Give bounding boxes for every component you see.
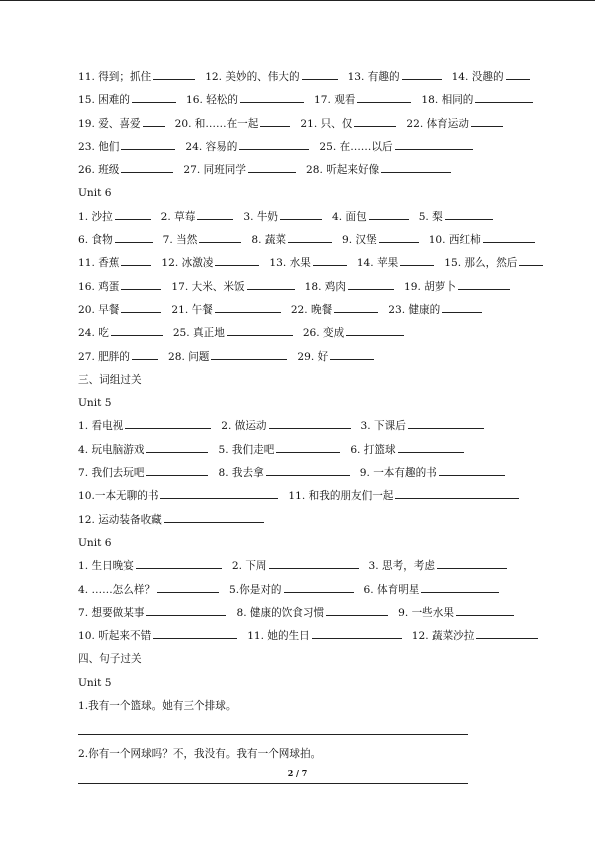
exercise-item [314, 89, 413, 112]
exercise-row [78, 276, 548, 299]
answer-blank[interactable] [215, 301, 281, 313]
sentence-1: 1.我有一个篮球。她有三个排球。 [78, 700, 237, 713]
item-prompt: 14. 没趣的 [451, 71, 504, 83]
exercise-item [78, 66, 197, 89]
exercise-item [300, 113, 398, 136]
answer-blank[interactable] [400, 254, 434, 266]
item-prompt: 29. 好 [297, 350, 329, 363]
answer-blank[interactable] [136, 557, 222, 569]
exercise-item [421, 89, 535, 112]
answer-blank[interactable] [476, 627, 538, 639]
exercise-row [78, 509, 548, 532]
answer-blank[interactable] [121, 161, 173, 173]
item-prompt: 19. 胡萝卜 [404, 280, 456, 293]
item-prompt: 18. 鸡肉 [304, 280, 346, 293]
exercise-item [78, 299, 163, 322]
exercise-item [404, 276, 512, 299]
exercise-item [78, 439, 210, 462]
exercise-item [269, 252, 348, 275]
exercise-item [173, 322, 295, 345]
answer-blank[interactable] [445, 208, 493, 220]
answer-blank[interactable] [157, 581, 219, 593]
unit6-phrases [78, 555, 548, 648]
item-prompt: 20. 早餐 [78, 303, 120, 316]
answer-blank[interactable] [146, 464, 208, 476]
exercise-item [398, 602, 516, 625]
exercise-row [78, 322, 548, 345]
item-prompt: 27. 肥胖的 [78, 350, 130, 363]
exercise-item [361, 415, 486, 438]
exercise-item [288, 485, 521, 508]
exercise-item [168, 346, 289, 369]
exercise-item [350, 439, 465, 462]
exercise-item [78, 206, 153, 229]
worksheet-content [78, 66, 548, 792]
answer-blank[interactable] [276, 441, 340, 453]
answer-blank[interactable] [421, 581, 499, 593]
answer-blank[interactable] [313, 254, 347, 266]
exercise-item [303, 322, 406, 345]
answer-blank[interactable] [111, 324, 163, 336]
exercise-item [360, 462, 507, 485]
item-prompt: 6. 体育明星 [363, 583, 420, 596]
item-prompt: 28. 问题 [168, 350, 210, 363]
exercise-item [78, 322, 165, 345]
answer-blank[interactable] [121, 138, 175, 150]
exercise-item [419, 206, 495, 229]
exercise-item [364, 579, 502, 602]
exercise-item [78, 229, 155, 252]
item-prompt: 8. 健康的饮食习惯 [236, 606, 325, 619]
answer-blank[interactable] [357, 91, 411, 103]
exercise-item [78, 136, 177, 159]
answer-blank[interactable] [458, 278, 510, 290]
item-prompt: 10.一本无聊的书 [78, 490, 159, 503]
exercise-item [78, 346, 160, 369]
answer-blank[interactable] [227, 324, 293, 336]
answer-blank[interactable] [471, 115, 503, 127]
item-prompt: 8. 蔬菜 [251, 234, 287, 247]
exercise-row [78, 555, 548, 578]
answer-blank[interactable] [437, 557, 507, 569]
exercise-item [412, 625, 541, 648]
exercise-item [78, 113, 167, 136]
exercise-item [78, 89, 178, 112]
answer-blank[interactable] [284, 581, 354, 593]
item-prompt: 4. ……怎么样？ [78, 583, 156, 596]
answer-blank[interactable] [334, 301, 378, 313]
item-prompt: 9. 汉堡 [342, 234, 377, 247]
item-prompt: 4. 玩电脑游戏 [78, 443, 145, 456]
exercise-item [232, 555, 361, 578]
item-prompt: 24. 吃 [78, 327, 109, 340]
answer-blank[interactable] [312, 627, 402, 639]
exercise-item [185, 136, 311, 159]
item-prompt: 16. 轻松的 [186, 94, 238, 107]
item-prompt: 25. 在……以后 [319, 140, 393, 153]
item-prompt: 8. 我去拿 [218, 467, 264, 480]
exercise-item [78, 555, 224, 578]
item-prompt: 9. 一本有趣的书 [359, 467, 437, 480]
item-prompt: 3. 下课后 [360, 420, 406, 433]
answer-blank[interactable] [348, 278, 394, 290]
answer-blank[interactable] [132, 348, 158, 360]
item-prompt: 22. 体育运动 [406, 117, 469, 130]
item-prompt: 17. 大米、米饭 [171, 280, 245, 293]
answer-blank[interactable] [115, 231, 153, 243]
item-prompt: 10. 听起来不错 [78, 630, 152, 643]
answer-blank[interactable] [506, 68, 530, 80]
item-prompt: 16. 鸡蛋 [78, 280, 120, 293]
exercise-item [78, 485, 280, 508]
item-prompt: 10. 西红柿 [428, 234, 481, 247]
item-prompt: 4. 面包 [332, 210, 367, 223]
exercise-item [221, 415, 352, 438]
answer-blank[interactable] [398, 441, 464, 453]
exercise-item [78, 462, 210, 485]
item-prompt: 1. 沙拉 [78, 210, 113, 223]
exercise-item [348, 66, 444, 89]
answer-blank[interactable] [153, 68, 195, 80]
exercise-row [78, 252, 548, 275]
answer-blank[interactable] [381, 161, 451, 173]
item-prompt: 7. 想要做某事 [78, 606, 145, 619]
answer-blank[interactable] [326, 604, 388, 616]
exercise-item [342, 229, 421, 252]
item-prompt: 23. 健康的 [388, 303, 441, 316]
exercise-item [78, 602, 228, 625]
item-prompt: 13. 水果 [269, 257, 311, 270]
exercise-row [78, 206, 548, 229]
exercise-item [218, 439, 342, 462]
item-prompt: 3. 牛奶 [243, 210, 279, 223]
exercise-row [78, 439, 548, 462]
exercise-row [78, 89, 548, 112]
answer-blank[interactable] [160, 487, 278, 499]
answer-blank[interactable] [146, 604, 226, 616]
exercise-item [229, 579, 355, 602]
exercise-item [163, 229, 244, 252]
item-prompt: 12. 美妙的、伟大的 [205, 71, 300, 83]
item-prompt: 1. 生日晚宴 [78, 560, 134, 573]
item-prompt: 24. 容易的 [185, 140, 238, 153]
exercise-row [78, 229, 548, 252]
item-prompt: 11. 她的生日 [247, 630, 310, 643]
answer-blank[interactable] [197, 208, 233, 220]
answer-blank[interactable] [483, 231, 535, 243]
exercise-row [78, 485, 548, 508]
exercise-item [78, 579, 221, 602]
exercise-item [171, 276, 296, 299]
exercise-row [78, 346, 548, 369]
exercise-item [369, 555, 509, 578]
answer-blank[interactable] [121, 301, 161, 313]
exercise-row [78, 66, 548, 89]
answer-line-1[interactable] [78, 718, 468, 735]
exercise-row [78, 136, 548, 159]
answer-blank[interactable] [395, 138, 473, 150]
exercise-item [429, 229, 537, 252]
exercise-item [161, 252, 261, 275]
exercise-item [236, 602, 390, 625]
answer-blank[interactable] [330, 348, 374, 360]
exercise-item [218, 462, 351, 485]
exercise-item [297, 346, 376, 369]
item-prompt: 6. 食物 [78, 234, 113, 247]
exercise-item [357, 252, 436, 275]
item-prompt: 12. 蔬菜沙拉 [411, 630, 475, 643]
answer-blank[interactable] [248, 161, 296, 173]
exercise-item [205, 66, 339, 89]
answer-blank[interactable] [153, 627, 237, 639]
unit6-vocab [78, 206, 548, 369]
answer-blank[interactable] [302, 68, 338, 80]
exercise-item [78, 276, 163, 299]
answer-blank[interactable] [215, 254, 259, 266]
exercise-item [319, 136, 474, 159]
answer-blank[interactable] [395, 487, 519, 499]
answer-blank[interactable] [442, 301, 482, 313]
exercise-row [78, 113, 548, 136]
answer-blank[interactable] [519, 254, 543, 266]
item-prompt: 28. 听起来好像 [306, 164, 380, 177]
item-prompt: 17. 观看 [314, 94, 356, 107]
answer-blank[interactable] [280, 208, 322, 220]
exercise-item [406, 113, 505, 136]
item-prompt: 14. 苹果 [356, 257, 399, 270]
item-prompt: 3. 思考，考虑 [368, 560, 435, 573]
answer-blank[interactable] [408, 417, 484, 429]
exercise-item [388, 299, 484, 322]
exercise-row [78, 625, 548, 648]
answer-blank[interactable] [354, 115, 396, 127]
item-prompt: 22. 晚餐 [290, 303, 333, 316]
exercise-item [186, 89, 306, 112]
item-prompt: 25. 真正地 [172, 327, 225, 340]
item-prompt: 7. 我们去玩吧 [78, 467, 145, 480]
unit5-phrases [78, 415, 548, 531]
item-prompt: 11. 和我的朋友们一起 [288, 490, 394, 503]
exercise-item [183, 159, 298, 182]
answer-blank[interactable] [379, 231, 419, 243]
item-prompt: 26. 变成 [302, 327, 345, 340]
exercise-row [78, 579, 548, 602]
exercise-row [78, 462, 548, 485]
exercise-item [171, 299, 282, 322]
item-prompt: 15. 困难的 [78, 94, 130, 107]
sentence-2: 2.你有一个网球吗？不，我没有。我有一个网球拍。 [78, 748, 322, 761]
answer-blank[interactable] [115, 208, 151, 220]
answer-blank[interactable] [146, 441, 208, 453]
item-prompt: 21. 午餐 [171, 303, 213, 316]
exercise-item [78, 159, 175, 182]
item-prompt: 6. 打篮球 [350, 443, 396, 456]
item-prompt: 13. 有趣的 [347, 71, 400, 83]
answer-blank[interactable] [132, 91, 176, 103]
exercise-row [78, 415, 548, 438]
exercise-item [243, 206, 324, 229]
item-prompt: 2. 下周 [231, 560, 267, 573]
exercise-item [175, 113, 293, 136]
answer-blank[interactable] [346, 324, 404, 336]
answer-blank[interactable] [164, 511, 264, 523]
item-prompt: 12. 冰激凌 [161, 257, 214, 270]
unit6-phrases-heading: Unit 6 [78, 536, 112, 549]
section4-title: 四、句子过关 [78, 653, 142, 666]
answer-blank[interactable] [439, 464, 505, 476]
item-prompt: 18. 相同的 [421, 94, 474, 107]
section3-title: 三、词组过关 [78, 373, 142, 386]
answer-blank[interactable] [260, 115, 290, 127]
answer-blank[interactable] [143, 115, 165, 127]
exercise-item [78, 252, 153, 275]
unit5-sentences-heading: Unit 5 [78, 676, 112, 689]
answer-blank[interactable] [266, 464, 350, 476]
item-prompt: 20. 和……在一起 [174, 117, 259, 130]
unit6-heading: Unit 6 [78, 187, 112, 200]
item-prompt: 23. 他们 [78, 140, 120, 153]
answer-blank[interactable] [121, 254, 151, 266]
exercise-item [78, 509, 266, 532]
item-prompt: 15. 那么，然后 [444, 257, 518, 270]
item-prompt: 9. 一些水果 [398, 606, 454, 619]
unit5-vocab-continued [78, 66, 548, 182]
exercise-item [161, 206, 236, 229]
exercise-item [332, 206, 411, 229]
item-prompt: 19. 爱、喜爱 [78, 117, 141, 130]
item-prompt: 11. 得到；抓住 [78, 71, 152, 83]
exercise-item [251, 229, 334, 252]
answer-blank[interactable] [288, 231, 332, 243]
page-number: 2 / 7 [287, 768, 308, 778]
exercise-item [306, 159, 453, 182]
exercise-row [78, 299, 548, 322]
top-rule [0, 0, 595, 1]
answer-blank[interactable] [475, 91, 533, 103]
item-prompt: 21. 只、仅 [300, 117, 353, 130]
exercise-item [452, 66, 532, 89]
exercise-item [78, 625, 239, 648]
answer-blank[interactable] [369, 208, 409, 220]
exercise-row [78, 602, 548, 625]
item-prompt: 5. 梨 [418, 210, 443, 223]
item-prompt: 7. 当然 [162, 234, 198, 247]
exercise-item [247, 625, 404, 648]
item-prompt: 2. 做运动 [221, 420, 267, 433]
item-prompt: 1. 看电视 [78, 420, 124, 433]
answer-blank[interactable] [211, 348, 287, 360]
item-prompt: 5. 我们走吧 [218, 443, 275, 456]
answer-blank[interactable] [121, 278, 161, 290]
exercise-item [444, 252, 545, 275]
answer-blank[interactable] [269, 557, 359, 569]
exercise-item [305, 276, 396, 299]
answer-blank[interactable] [247, 278, 295, 290]
item-prompt: 5.你是对的 [229, 583, 282, 596]
answer-blank[interactable] [456, 604, 514, 616]
answer-blank[interactable] [199, 231, 241, 243]
item-prompt: 2. 草莓 [160, 210, 196, 223]
answer-blank[interactable] [125, 417, 211, 429]
exercise-item [291, 299, 380, 322]
answer-blank[interactable] [240, 91, 304, 103]
answer-blank[interactable] [239, 138, 309, 150]
exercise-row [78, 159, 548, 182]
answer-blank[interactable] [269, 417, 351, 429]
item-prompt: 12. 运动装备收藏 [78, 513, 162, 526]
exercise-item [78, 415, 213, 438]
answer-blank[interactable] [402, 68, 442, 80]
item-prompt: 27. 同班同学 [183, 164, 246, 177]
item-prompt: 11. 香蕉 [78, 257, 120, 270]
item-prompt: 26. 班级 [78, 164, 120, 177]
unit5-phrases-heading: Unit 5 [78, 397, 112, 410]
